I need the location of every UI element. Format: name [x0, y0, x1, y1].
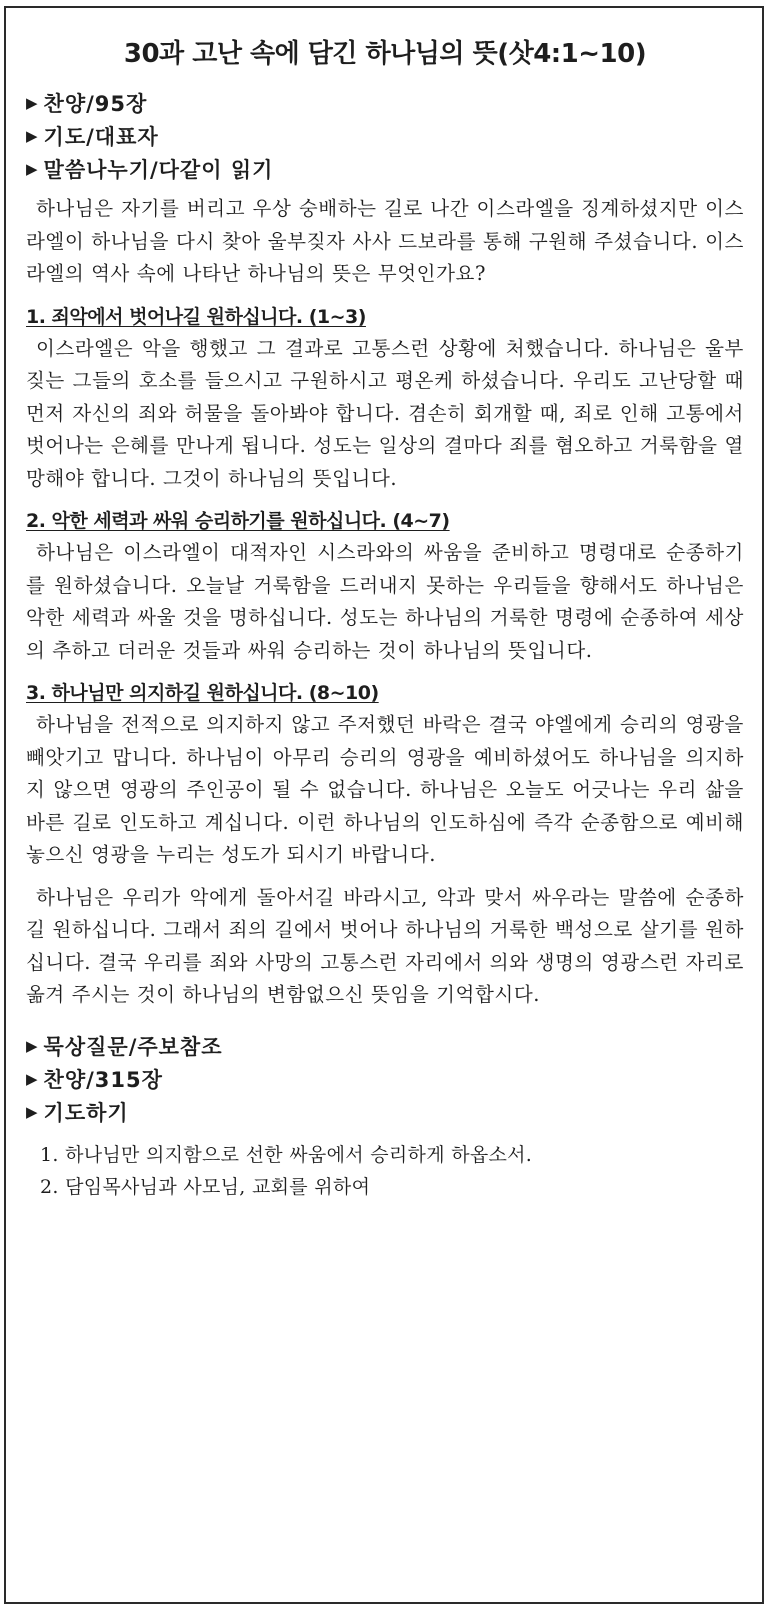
triangle-bullet-icon: ▶ — [26, 126, 38, 145]
triangle-bullet-icon: ▶ — [26, 1037, 38, 1055]
order-item-label: 찬양/315장 — [43, 1068, 163, 1092]
closing-paragraph: 하나님은 우리가 악에게 돌아서길 바라시고, 악과 맞서 싸우라는 말씀에 순종하길 원하십니다. 그래서 죄의 길에서 벗어나 하나님의 거룩한 백성으로 살기를 원하십니다. 결국 우리를 죄와 사망의 고통스런 자리에서 의와 생명의 영광스런 자리로 옮겨 주시는 것이 하나님의 변함없으신 뜻임을 기억합시다. — [26, 885, 744, 1006]
section-body-2: 하나님은 이스라엘이 대적자인 시스라와의 싸움을 준비하고 명령대로 순종하기를 원하셨습니다. 오늘날 거룩함을 드러내지 못하는 우리들을 향해서도 하나님은 악한 세력과 싸울 것을 명하십니다. 성도는 하나님의 거룩한 명령에 순종하여 세상의 추하고 더러운 것들과 싸워 승리하는 것이 하나님의 뜻입니다. — [26, 541, 744, 662]
order-list-top — [26, 86, 744, 185]
lesson-title: 30과 고난 속에 담긴 하나님의 뜻(삿4:1~10) — [123, 39, 647, 69]
order-item-prayer — [26, 119, 744, 152]
order-list-bottom — [26, 1030, 744, 1129]
bulletin-frame — [4, 6, 764, 1604]
triangle-bullet-icon: ▶ — [26, 1070, 38, 1088]
order-item-hymn — [26, 86, 744, 119]
section-heading-2: 2. 악한 세력과 싸워 승리하기를 원하십니다. (4~7) — [26, 510, 450, 532]
prayer-item-2: 2. 담임목사님과 사모님, 교회를 위하여 — [40, 1175, 371, 1198]
section-body-1: 이스라엘은 악을 행했고 그 결과로 고통스런 상황에 처했습니다. 하나님은 울부짖는 그들의 호소를 들으시고 구원하시고 평온케 하셨습니다. 우리도 고난당할 때 먼저 자신의 죄와 허물을 돌아봐야 합니다. 겸손히 회개할 때, 죄로 인해 고통에서 벗어나는 은혜를 만나게 됩니다. 성도는 일상의 결마다 죄를 혐오하고 거룩함을 열망해야 합니다. 그것이 하나님의 뜻입니다. — [26, 336, 744, 490]
order-item-label: 기도/대표자 — [43, 124, 159, 149]
prayer-item-1: 1. 하나님만 의지함으로 선한 싸움에서 승리하게 하옵소서. — [40, 1143, 533, 1166]
order-item-label: 묵상질문/주보참조 — [43, 1035, 223, 1059]
section-body-3: 하나님을 전적으로 의지하지 않고 주저했던 바락은 결국 야엘에게 승리의 영광을 빼앗기고 맙니다. 하나님이 아무리 승리의 영광을 예비하셨어도 하나님을 의지하지 않으면 영광의 주인공이 될 수 없습니다. 하나님은 오늘도 어긋나는 우리 삶을 바른 길로 인도하고 계십니다. 이런 하나님의 인도하심에 즉각 순종함으로 예비해 놓으신 영광을 누리는 성도가 되시기 바랍니다. — [26, 713, 744, 866]
order-item-praying — [26, 1096, 744, 1129]
intro-paragraph: 하나님은 자기를 버리고 우상 숭배하는 길로 나간 이스라엘을 징계하셨지만 이스라엘이 하나님을 다시 찾아 울부짖자 사사 드보라를 통해 구원해 주셨습니다. 이스라엘의 역사 속에 나타난 하나님의 뜻은 무엇인가요? — [26, 197, 744, 285]
section-heading-1: 1. 죄악에서 벗어나길 원하십니다. (1~3) — [26, 305, 366, 328]
triangle-bullet-icon: ▶ — [26, 93, 38, 112]
triangle-bullet-icon: ▶ — [26, 159, 38, 178]
order-item-label: 기도하기 — [43, 1101, 129, 1125]
order-item-hymn-2 — [26, 1063, 744, 1096]
section-heading-3: 3. 하나님만 의지하길 원하십니다. (8~10) — [26, 682, 379, 704]
triangle-bullet-icon: ▶ — [26, 1103, 38, 1121]
order-item-label: 말씀나누기/다같이 읽기 — [43, 157, 274, 182]
order-item-reading — [26, 152, 744, 185]
order-item-label: 찬양/95장 — [43, 91, 148, 116]
order-item-meditation — [26, 1030, 744, 1063]
prayer-list — [26, 1139, 744, 1203]
